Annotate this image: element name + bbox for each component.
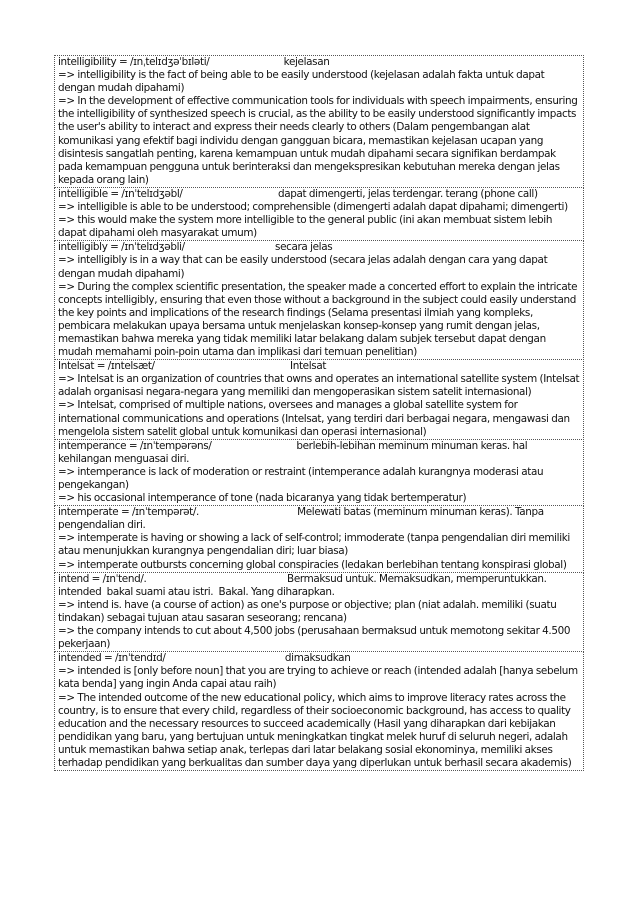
entry-example: => In the development of effective communication tools for individuals with speech impairments, ensuring the intelligibility of synthesized speech is crucial, as the ability to be easily understood significantly impacts the user's ability to interact and express their needs clearly to others (Dalam pengembangan alat komunikasi yang efektif bagi individu dengan gangguan bicara, memastikan kejelasan ucapan yang disintesis sangatlah penting, karena kemampuan untuk mudah dipahami secara signifikan berdampak pada kemampuan pengguna untuk berinteraksi dan mengekspresikan kebutuhan mereka dengan jelas kepada orang lain) bbox=[58, 95, 578, 186]
entry-definition: => intemperate is having or showing a lack of self-control; immoderate (tanpa pengendalian diri memiliki atau menunjukkan kurangnya pengendalian diri; luar biasa) bbox=[58, 532, 570, 558]
entry-example: => intemperate outbursts concerning global conspiracies (ledakan berlebihan tentang konspirasi global) bbox=[58, 558, 567, 571]
entry-example: => Intelsat, comprised of multiple nations, oversees and manages a global satellite system for international communications and operations (Intelsat, yang terdiri dari berbagai negara, mengawasi dan mengelola sistem satelit global untuk komunikasi dan operasi internasional) bbox=[58, 399, 570, 438]
entry-definition: => intemperance is lack of moderation or restraint (intemperance adalah kurangnya moderasi atau pengekangan) bbox=[58, 465, 544, 491]
entry-headword: Intelsat = /ɪntelsæt/ Intelsat bbox=[58, 360, 327, 373]
entry-headword: intelligibly = /ɪnˈtelɪdʒəbli/ secara jelas bbox=[58, 241, 333, 254]
entry-example: => During the complex scientific presentation, the speaker made a concerted effort to explain the intricate concepts intelligibly, ensuring that even those without a background in the subject could easily understand the key points and implications of the research findings (Selama presentasi ilmiah yang kompleks, pembicara melakukan upaya bersama untuk menjelaskan konsep-konsep yang rumit dengan jelas, memastikan bahwa mereka yang tidak memiliki latar belakang dalam subjek tersebut dapat dengan mudah memahami poin-poin utama dan implikasi dari temuan penelitian) bbox=[58, 280, 578, 359]
entry-headword: intemperate = /ɪnˈtempərət/. Melewati batas (meminum minuman keras). Tanpa pengendalian diri. bbox=[58, 506, 547, 532]
entry-definition: => intelligible is able to be understood; comprehensible (dimengerti adalah dapat dipahami; dimengerti) bbox=[58, 201, 568, 214]
entry-example: => the company intends to cut about 4,500 jobs (perusahaan bermaksud untuk memotong sekitar 4.500 pekerjaan) bbox=[58, 625, 571, 651]
entry-intelsat bbox=[54, 359, 584, 440]
entry-intelligible bbox=[54, 187, 584, 241]
entry-example: => this would make the system more intelligible to the general public (ini akan membuat sistem lebih dapat dipahami oleh masyarakat umum) bbox=[58, 214, 553, 240]
entry-headword: intelligibility = /ɪnˌtelɪdʒəˈbɪləti/ kejelasan bbox=[58, 56, 330, 68]
entry-definition: => intended is [only before noun] that you are trying to achieve or reach (intended adalah [hanya sebelum kata benda] yang ingin Anda capai atau raih) bbox=[58, 665, 578, 691]
entry-definition: => Intelsat is an organization of countries that owns and operates an international satellite system (Intelsat adalah organisasi negara-negara yang memiliki dan mengoperasikan sistem satelit internasional) bbox=[58, 373, 580, 399]
entry-intended bbox=[54, 651, 584, 771]
entry-intelligibility bbox=[54, 55, 584, 188]
entry-intelligibly bbox=[54, 240, 584, 360]
entry-definition: => intelligibility is the fact of being able to be easily understood (kejelasan adalah fakta untuk dapat dengan mudah dipahami) bbox=[58, 69, 545, 95]
dictionary-page bbox=[54, 56, 584, 771]
entry-definition: => intelligibly is in a way that can be easily understood (secara jelas adalah dengan cara yang dapat dengan mudah dipahami) bbox=[58, 254, 548, 280]
entry-example: => his occasional intemperance of tone (nada bicaranya yang tidak bertemperatur) bbox=[58, 492, 467, 505]
entry-headword: intended = /ɪnˈtendɪd/ dimaksudkan bbox=[58, 652, 351, 665]
entry-headword: intend = /ɪnˈtend/. Bermaksud untuk. Memaksudkan, memperuntukkan. intended bakal suami atau istri. Bakal. Yang diharapkan. bbox=[58, 572, 550, 598]
entry-intend bbox=[54, 572, 584, 653]
entry-definition: => intend is. have (a course of action) as one's purpose or objective; plan (niat adalah. memiliki (suatu tindakan) sebagai tujuan atau sasaran seseorang; rencana) bbox=[58, 598, 557, 624]
entry-intemperance bbox=[54, 439, 584, 506]
entry-example: => The intended outcome of the new educational policy, which aims to improve literacy rates across the country, is to ensure that every child, regardless of their socioeconomic background, has access to quality education and the necessary resources to succeed academically (Hasil yang diharapkan dari kebijakan pendidikan yang baru, yang bertujuan untuk meningkatkan tingkat melek huruf di seluruh negeri, adalah untuk memastikan bahwa setiap anak, terlepas dari latar belakang sosial ekonominya, memiliki akses terhadap pendidikan yang berkualitas dan sumber daya yang diperlukan untuk berhasil secara akademis) bbox=[58, 691, 572, 769]
entry-intemperate bbox=[54, 505, 584, 572]
entry-headword: intelligible = /ɪnˈtelɪdʒəbl/ dapat dimengerti, jelas terdengar. terang (phone call) bbox=[58, 187, 538, 200]
entry-headword: intemperance = /ɪnˈtempərəns/ berlebih-lebihan meminum minuman keras. hal kehilangan menguasai diri. bbox=[58, 439, 530, 465]
